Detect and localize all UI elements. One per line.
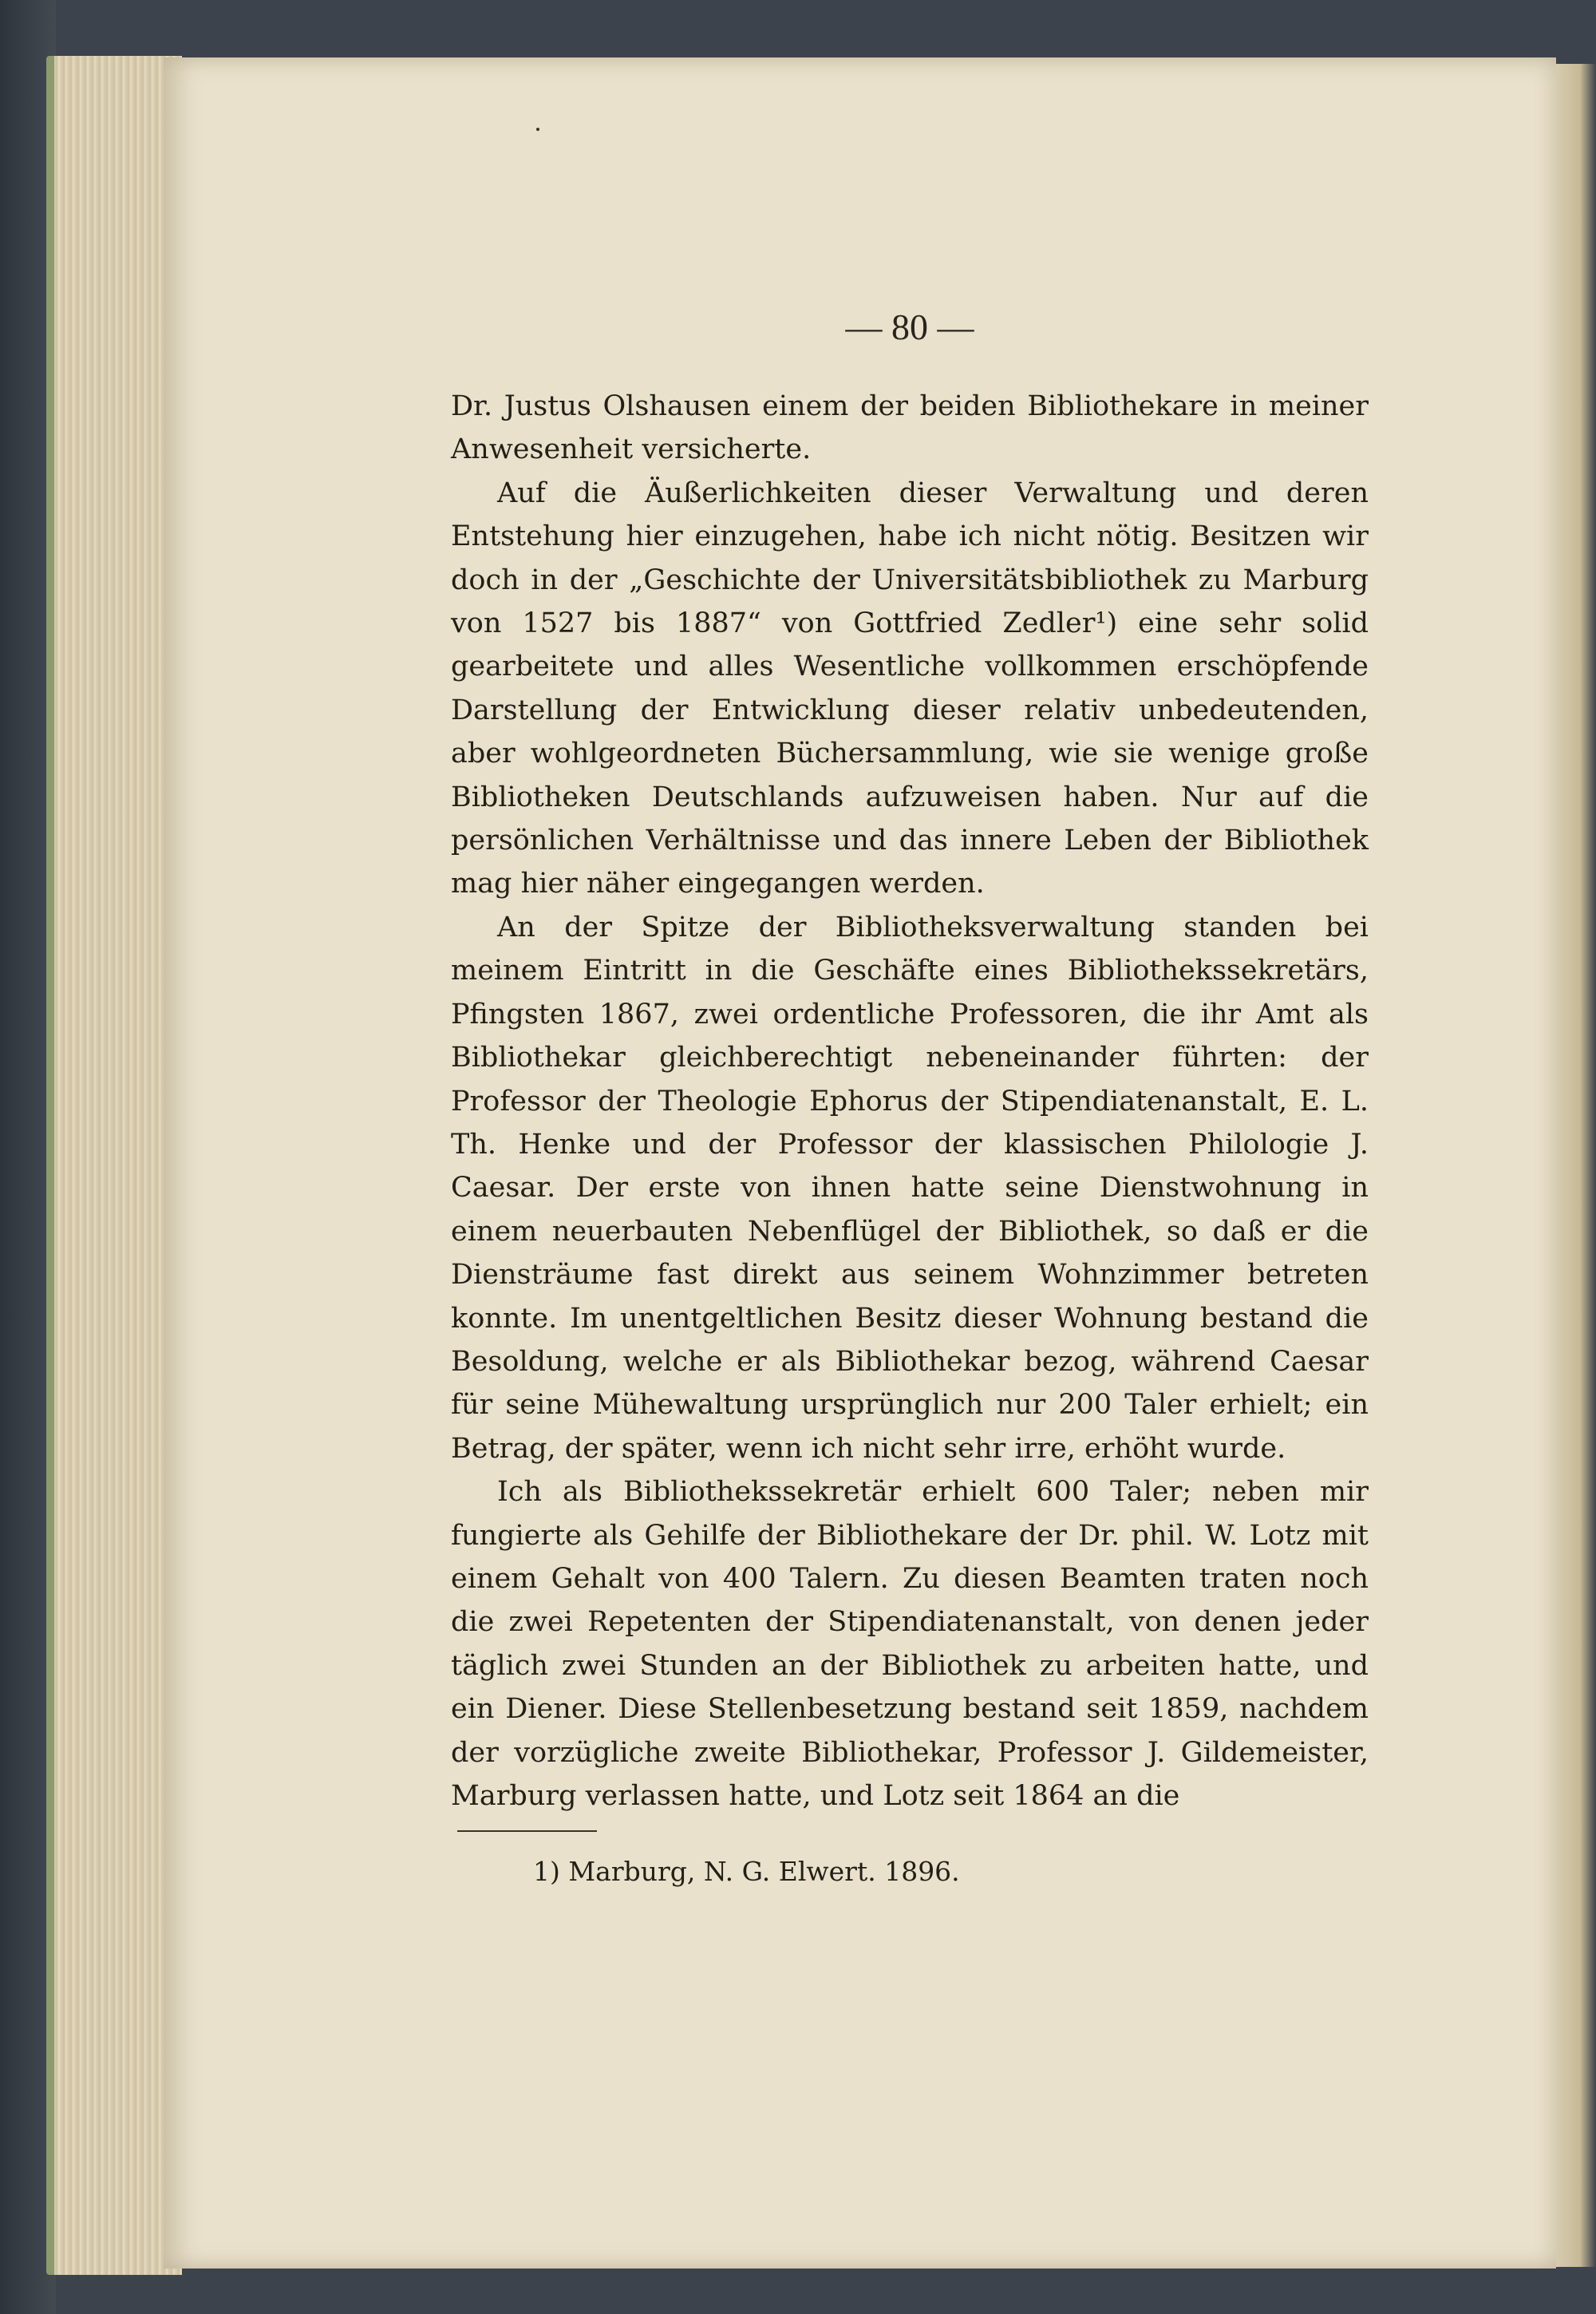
page-number: — 80 —	[845, 307, 974, 347]
right-page-edge	[1556, 64, 1596, 2267]
body-text	[451, 385, 1369, 1818]
paragraph-2: Auf die Äußerlichkeiten dieser Verwaltung und deren Entstehung hier einzugehen, habe ich nicht nötig. Besitzen wir doch in der „Geschichte der Universitätsbibliothek zu Marburg von 1527 bis 1887“ von Gottfried Zedler¹) eine sehr solid gearbeitete und alles Wesentliche vollkommen erschöpfende Darstellung der Entwicklung dieser relativ unbedeutenden, aber wohlgeordneten Büchersammlung, wie sie wenige große Bibliotheken Deutschlands aufzuweisen haben. Nur auf die persönlichen Verhältnisse und das innere Leben der Bibliothek mag hier näher eingegangen werden.	[451, 477, 1369, 900]
paper-speck	[536, 128, 539, 131]
paragraph-4: Ich als Bibliothekssekretär erhielt 600 Taler; neben mir fungierte als Gehilfe der Bibliothekare der Dr. phil. W. Lotz mit einem Gehalt von 400 Talern. Zu diesen Beamten traten noch die zwei Repetenten der Stipendiatenanstalt, von denen jeder täglich zwei Stunden an der Bibliothek zu arbeiten hatte, und ein Diener. Diese Stellenbesetzung bestand seit 1859, nachdem der vorzügliche zweite Bibliothekar, Professor J. Gildemeister, Marburg verlassen hatte, und Lotz seit 1864 an die	[451, 1476, 1369, 1812]
footnote: 1) Marburg, N. G. Elwert. 1896.	[533, 1856, 960, 1887]
paragraph-1: Dr. Justus Olshausen einem der beiden Bibliothekare in meiner Anwesenheit versicherte.	[451, 390, 1369, 466]
paragraph-3: An der Spitze der Bibliotheksverwaltung standen bei meinem Eintritt in die Geschäfte eines Bibliothekssekretärs, Pfingsten 1867, zwei ordentliche Professoren, die ihr Amt als Bibliothekar gleichberechtigt nebeneinander führten: der Professor der Theologie Ephorus der Stipendiatenanstalt, E. L. Th. Henke und der Professor der klassischen Philologie J. Caesar. Der erste von ihnen hatte seine Dienstwohnung in einem neuerbauten Nebenflügel der Bibliothek, so daß er die Diensträume fast direkt aus seinem Wohnzimmer betreten konnte. Im unentgeltlichen Besitz dieser Wohnung bestand die Besoldung, welche er als Bibliothekar bezog, während Caesar für seine Mühewaltung ursprünglich nur 200 Taler erhielt; ein Betrag, der später, wenn ich nicht sehr irre, erhöht wurde.	[451, 911, 1369, 1465]
page-edges	[46, 56, 182, 2275]
footnote-rule	[457, 1830, 597, 1832]
